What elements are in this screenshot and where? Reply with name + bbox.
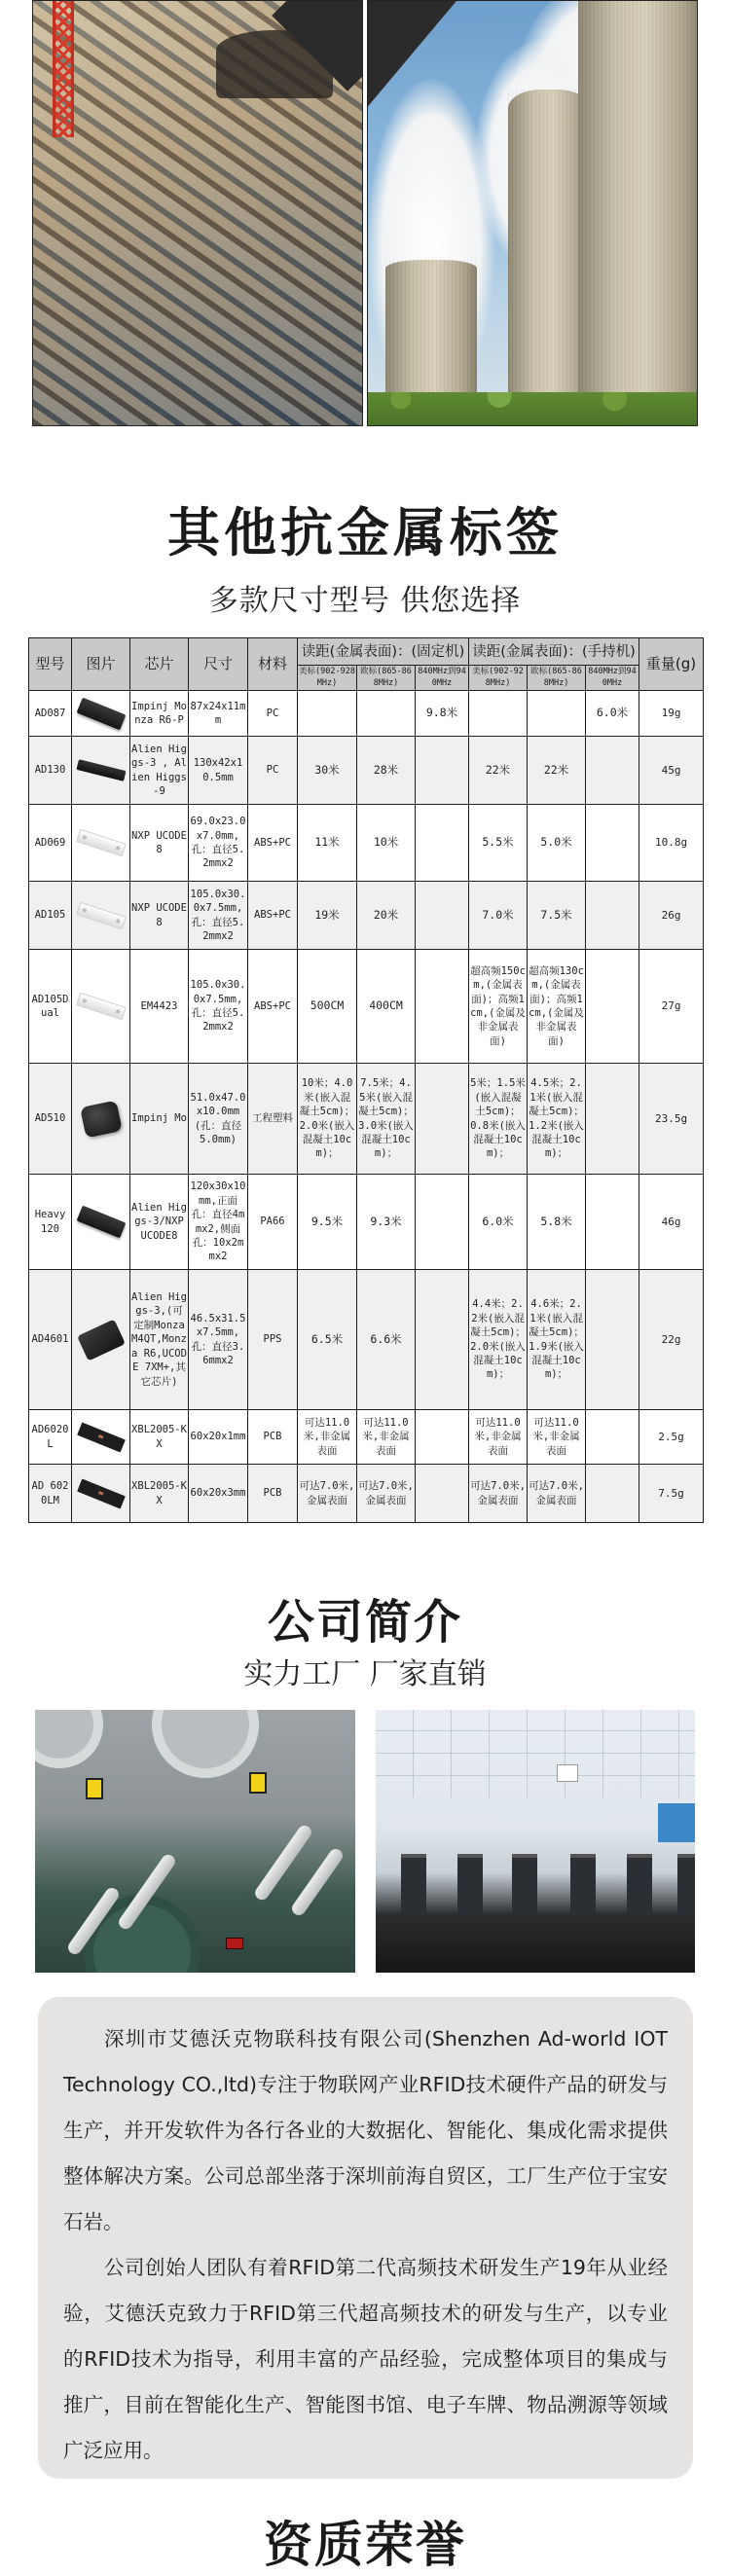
- cell-handheld-us: 22米: [469, 737, 528, 805]
- cell-fixed-eu: 10米: [357, 805, 416, 882]
- factory-photos: [35, 1710, 695, 1973]
- cell-material: ABS+PC: [248, 805, 298, 882]
- cooling-tower: [385, 260, 477, 406]
- cell-material: ABS+PC: [248, 882, 298, 950]
- table-row: [29, 1064, 704, 1175]
- tape-roll: [35, 1710, 103, 1768]
- header-fixed-band: 840MHz到940MHz: [416, 666, 469, 691]
- cell-handheld-us: 可达7.0米,金属表面: [469, 1465, 528, 1523]
- cell-model: AD6020L: [29, 1410, 72, 1465]
- hanging-sign: [557, 1764, 578, 1782]
- cell-handheld-eu: [528, 691, 586, 737]
- header-chip: 芯片: [130, 638, 189, 691]
- window: [658, 1803, 695, 1842]
- header-fixed-eu: 欧标(865-868MHz): [357, 666, 416, 691]
- table-row: [29, 1410, 704, 1465]
- cell-material: 工程塑料: [248, 1064, 298, 1175]
- cell-fixed-us: 9.5米: [298, 1175, 357, 1270]
- cell-handheld-eu: 5.8米: [528, 1175, 586, 1270]
- section-title-tags: 其他抗金属标签: [167, 502, 563, 563]
- cell-chip: XBL2005-KX: [130, 1410, 189, 1465]
- cell-handheld-us: 超高频150cm,(金属表面)；高频1cm,(金属及非金属表面): [469, 950, 528, 1064]
- cell-chip: NXP UCODE8: [130, 805, 189, 882]
- cell-chip: Alien Higgs-3/NXP UCODE8: [130, 1175, 189, 1270]
- product-thumbnail: [76, 829, 127, 857]
- header-material: 材料: [248, 638, 298, 691]
- machine-unit: [401, 1854, 426, 1914]
- cell-chip: NXP UCODE8: [130, 882, 189, 950]
- cell-model: AD105: [29, 882, 72, 950]
- cell-handheld-eu: 4.5米；2.1米(嵌入混凝土5cm)；1.2米(嵌入混凝土10cm)；: [528, 1064, 586, 1175]
- header-handheld-band: 840MHz到940MHz: [586, 666, 639, 691]
- cell-weight: 26g: [639, 882, 704, 950]
- cell-fixed-us: 11米: [298, 805, 357, 882]
- machine-unit: [627, 1854, 652, 1914]
- roller-bar: [289, 1846, 345, 1918]
- table-row: [29, 691, 704, 737]
- cell-handheld-band: 6.0米: [586, 691, 639, 737]
- cell-fixed-us: 19米: [298, 882, 357, 950]
- product-thumbnail: [76, 759, 126, 781]
- cell-handheld-us: [469, 691, 528, 737]
- product-thumbnail: [76, 697, 126, 730]
- cell-fixed-eu: 9.3米: [357, 1175, 416, 1270]
- cell-model: AD130: [29, 737, 72, 805]
- table-row: [29, 1270, 704, 1410]
- tree-line: [368, 392, 697, 425]
- header-model: 型号: [29, 638, 72, 691]
- cell-fixed-eu: 400CM: [357, 950, 416, 1064]
- cell-fixed-eu: 6.6米: [357, 1270, 416, 1410]
- cell-image: [72, 1410, 130, 1465]
- construction-site-photo: [32, 0, 363, 426]
- cell-handheld-us: 6.0米: [469, 1175, 528, 1270]
- cell-image: [72, 1465, 130, 1523]
- cell-fixed-us: 可达7.0米,金属表面: [298, 1465, 357, 1523]
- header-weight: 重量(g): [639, 638, 704, 691]
- cell-handheld-eu: 超高频130cm,(金属表面)；高频1cm,(金属及非金属表面): [528, 950, 586, 1064]
- cell-size: 87x24x11mm: [189, 691, 248, 737]
- section-subtitle-tags: 多款尺寸型号 供您选择: [208, 584, 522, 618]
- cell-image: [72, 737, 130, 805]
- spec-table: [28, 637, 704, 1523]
- cell-fixed-eu: 可达7.0米,金属表面: [357, 1465, 416, 1523]
- header-fixed-us: 美标(902-928MHz): [298, 666, 357, 691]
- ceiling-grid: [376, 1710, 696, 1797]
- cooling-tower: [578, 0, 698, 406]
- cell-fixed-band: [416, 737, 469, 805]
- cell-fixed-band: [416, 1410, 469, 1465]
- cell-fixed-band: [416, 1270, 469, 1410]
- cell-fixed-band: 9.8米: [416, 691, 469, 737]
- labeling-machine-photo: [35, 1710, 355, 1973]
- cell-handheld-eu: 可达11.0米,非金属表面: [528, 1410, 586, 1465]
- cell-weight: 27g: [639, 950, 704, 1064]
- cell-handheld-us: 4.4米；2.2米(嵌入混凝土5cm)；2.0米(嵌入混凝土10cm)；: [469, 1270, 528, 1410]
- cell-material: PA66: [248, 1175, 298, 1270]
- cell-model: AD4601: [29, 1270, 72, 1410]
- table-row: [29, 737, 704, 805]
- cell-handheld-eu: 22米: [528, 737, 586, 805]
- cell-fixed-eu: [357, 691, 416, 737]
- table-row: [29, 1175, 704, 1270]
- cooling-towers-photo: [367, 0, 698, 426]
- header-handheld-eu: 欧标(865-868MHz): [528, 666, 586, 691]
- table-row: [29, 882, 704, 950]
- section-subtitle-company: 实力工厂 厂家直销: [243, 1657, 487, 1691]
- product-thumbnail: [76, 901, 127, 929]
- cell-chip: Alien Higgs-3 , Alien Higgs-9: [130, 737, 189, 805]
- warning-label: [249, 1772, 267, 1794]
- cell-handheld-band: [586, 1465, 639, 1523]
- intro-paragraph: 公司创始人团队有着RFID第二代高频技术研发生产19年从业经验，艾德沃克致力于RFID第三代超高频技术的研发与生产，以专业的RFID技术为指导，利用丰富的产品经验，完成整体项目的集成与推广，目前在智能化生产、智能图书馆、电子车牌、物品溯源等领域广泛应用。: [63, 2256, 668, 2462]
- cell-image: [72, 805, 130, 882]
- cell-image: [72, 1175, 130, 1270]
- cell-size: 120x30x10mm,正面孔：直径4mmx2,侧面孔：10x2mmx2: [189, 1175, 248, 1270]
- cell-model: AD069: [29, 805, 72, 882]
- cell-material: PPS: [248, 1270, 298, 1410]
- machine-unit: [570, 1854, 596, 1914]
- workshop-photo: [376, 1710, 696, 1973]
- cell-size: 60x20x1mm: [189, 1410, 248, 1465]
- cell-fixed-band: [416, 950, 469, 1064]
- cell-fixed-us: 500CM: [298, 950, 357, 1064]
- cell-material: PC: [248, 691, 298, 737]
- machine-unit: [512, 1854, 537, 1914]
- cell-weight: 19g: [639, 691, 704, 737]
- product-thumbnail: [77, 1422, 126, 1452]
- cell-size: 105.0x30.0x7.5mm,孔：直径5.2mmx2: [189, 950, 248, 1064]
- header-handheld-us: 美标(902-928MHz): [469, 666, 528, 691]
- cell-material: ABS+PC: [248, 950, 298, 1064]
- intro-paragraph: 深圳市艾德沃克物联科技有限公司(Shenzhen Ad-world IOT Technology CO.,ltd)专注于物联网产业RFID技术硬件产品的研发与生产，并开发软件为各行各业的大数据化、智能化、集成化需求提供整体解决方案。公司总部坐落于深圳前海自贸区，工厂生产位于宝安石岩。: [63, 2027, 668, 2233]
- cell-image: [72, 882, 130, 950]
- cell-size: 130x42x10.5mm: [189, 737, 248, 805]
- machine-unit: [457, 1854, 483, 1914]
- cell-handheld-band: [586, 805, 639, 882]
- header-image: 图片: [72, 638, 130, 691]
- header-handheld-reader-range: 读距(金属表面)：(手持机): [469, 638, 639, 666]
- cell-handheld-band: [586, 1270, 639, 1410]
- cell-fixed-band: [416, 1064, 469, 1175]
- cell-chip: Alien Higgs-3,(可定制Monza M4QT,Monza R6,UCODE 7XM+,其它芯片): [130, 1270, 189, 1410]
- cell-handheld-us: 5.5米: [469, 805, 528, 882]
- cell-size: 69.0x23.0x7.0mm,孔：直径5.2mmx2: [189, 805, 248, 882]
- table-row: [29, 805, 704, 882]
- cell-model: AD087: [29, 691, 72, 737]
- cell-fixed-us: 10米；4.0米(嵌入混凝土5cm)；2.0米(嵌入混凝土10cm)；: [298, 1064, 357, 1175]
- cell-image: [72, 691, 130, 737]
- cell-chip: Impinj Mo: [130, 1064, 189, 1175]
- cell-handheld-band: [586, 1175, 639, 1270]
- section-title-honors: 资质荣誉: [264, 2517, 466, 2573]
- cell-image: [72, 1064, 130, 1175]
- cell-size: 105.0x30.0x7.5mm,孔：直径5.2mmx2: [189, 882, 248, 950]
- cell-fixed-us: 6.5米: [298, 1270, 357, 1410]
- cell-handheld-band: [586, 737, 639, 805]
- cell-chip: EM4423: [130, 950, 189, 1064]
- header-size: 尺寸: [189, 638, 248, 691]
- cell-handheld-band: [586, 882, 639, 950]
- cell-model: AD105Dual: [29, 950, 72, 1064]
- cell-size: 46.5x31.5x7.5mm,孔：直径3.6mmx2: [189, 1270, 248, 1410]
- cell-handheld-eu: 5.0米: [528, 805, 586, 882]
- cell-weight: 22g: [639, 1270, 704, 1410]
- cell-size: 51.0x47.0x10.0mm(孔：直径5.0mm): [189, 1064, 248, 1175]
- cell-handheld-band: [586, 1410, 639, 1465]
- section-title-company: 公司简介: [267, 1595, 462, 1650]
- cell-weight: 23.5g: [639, 1064, 704, 1175]
- cell-fixed-eu: 20米: [357, 882, 416, 950]
- hero-banner: [32, 0, 698, 426]
- product-thumbnail: [77, 1319, 126, 1361]
- cell-weight: 10.8g: [639, 805, 704, 882]
- cell-weight: 46g: [639, 1175, 704, 1270]
- cell-handheld-eu: 4.6米；2.1米(嵌入混凝土5cm)；1.9米(嵌入混凝土10cm)；: [528, 1270, 586, 1410]
- cell-chip: XBL2005-KX: [130, 1465, 189, 1523]
- cell-handheld-eu: 7.5米: [528, 882, 586, 950]
- cell-fixed-band: [416, 882, 469, 950]
- table-row: [29, 1465, 704, 1523]
- cell-fixed-band: [416, 1175, 469, 1270]
- cell-handheld-us: 7.0米: [469, 882, 528, 950]
- cell-fixed-eu: 28米: [357, 737, 416, 805]
- cell-image: [72, 1270, 130, 1410]
- product-thumbnail: [76, 993, 127, 1021]
- product-thumbnail: [80, 1100, 123, 1138]
- cell-fixed-eu: 可达11.0米,非金属表面: [357, 1410, 416, 1465]
- led-display: [226, 1938, 243, 1949]
- cell-fixed-us: 可达11.0米,非金属表面: [298, 1410, 357, 1465]
- cell-handheld-us: 可达11.0米,非金属表面: [469, 1410, 528, 1465]
- cell-material: PC: [248, 737, 298, 805]
- cell-weight: 2.5g: [639, 1410, 704, 1465]
- cell-model: AD510: [29, 1064, 72, 1175]
- cell-size: 60x20x3mm: [189, 1465, 248, 1523]
- tape-roll: [152, 1710, 259, 1778]
- machine-unit: [677, 1854, 696, 1914]
- cell-handheld-us: 5米；1.5米(嵌入混凝土5cm)；0.8米(嵌入混凝土10cm)；: [469, 1064, 528, 1175]
- cell-chip: Impinj Monza R6-P: [130, 691, 189, 737]
- cell-fixed-band: [416, 1465, 469, 1523]
- cell-image: [72, 950, 130, 1064]
- cell-handheld-band: [586, 1064, 639, 1175]
- table-row: [29, 950, 704, 1064]
- cell-model: AD 6020LM: [29, 1465, 72, 1523]
- cell-handheld-band: [586, 950, 639, 1064]
- cell-weight: 45g: [639, 737, 704, 805]
- warning-label: [86, 1778, 103, 1799]
- crane-graphic: [53, 1, 74, 137]
- product-thumbnail: [77, 1478, 126, 1508]
- cell-material: PCB: [248, 1465, 298, 1523]
- cell-fixed-us: 30米: [298, 737, 357, 805]
- cell-model: Heavy 120: [29, 1175, 72, 1270]
- cell-handheld-eu: 可达7.0米,金属表面: [528, 1465, 586, 1523]
- cell-fixed-us: [298, 691, 357, 737]
- cell-fixed-band: [416, 805, 469, 882]
- cell-fixed-eu: 7.5米；4.5米(嵌入混凝土5cm)；3.0米(嵌入混凝土10cm)；: [357, 1064, 416, 1175]
- header-fixed-reader-range: 读距(金属表面)：(固定机): [298, 638, 469, 666]
- company-intro-card: [38, 1997, 693, 2479]
- product-thumbnail: [76, 1206, 126, 1239]
- cell-material: PCB: [248, 1410, 298, 1465]
- cell-weight: 7.5g: [639, 1465, 704, 1523]
